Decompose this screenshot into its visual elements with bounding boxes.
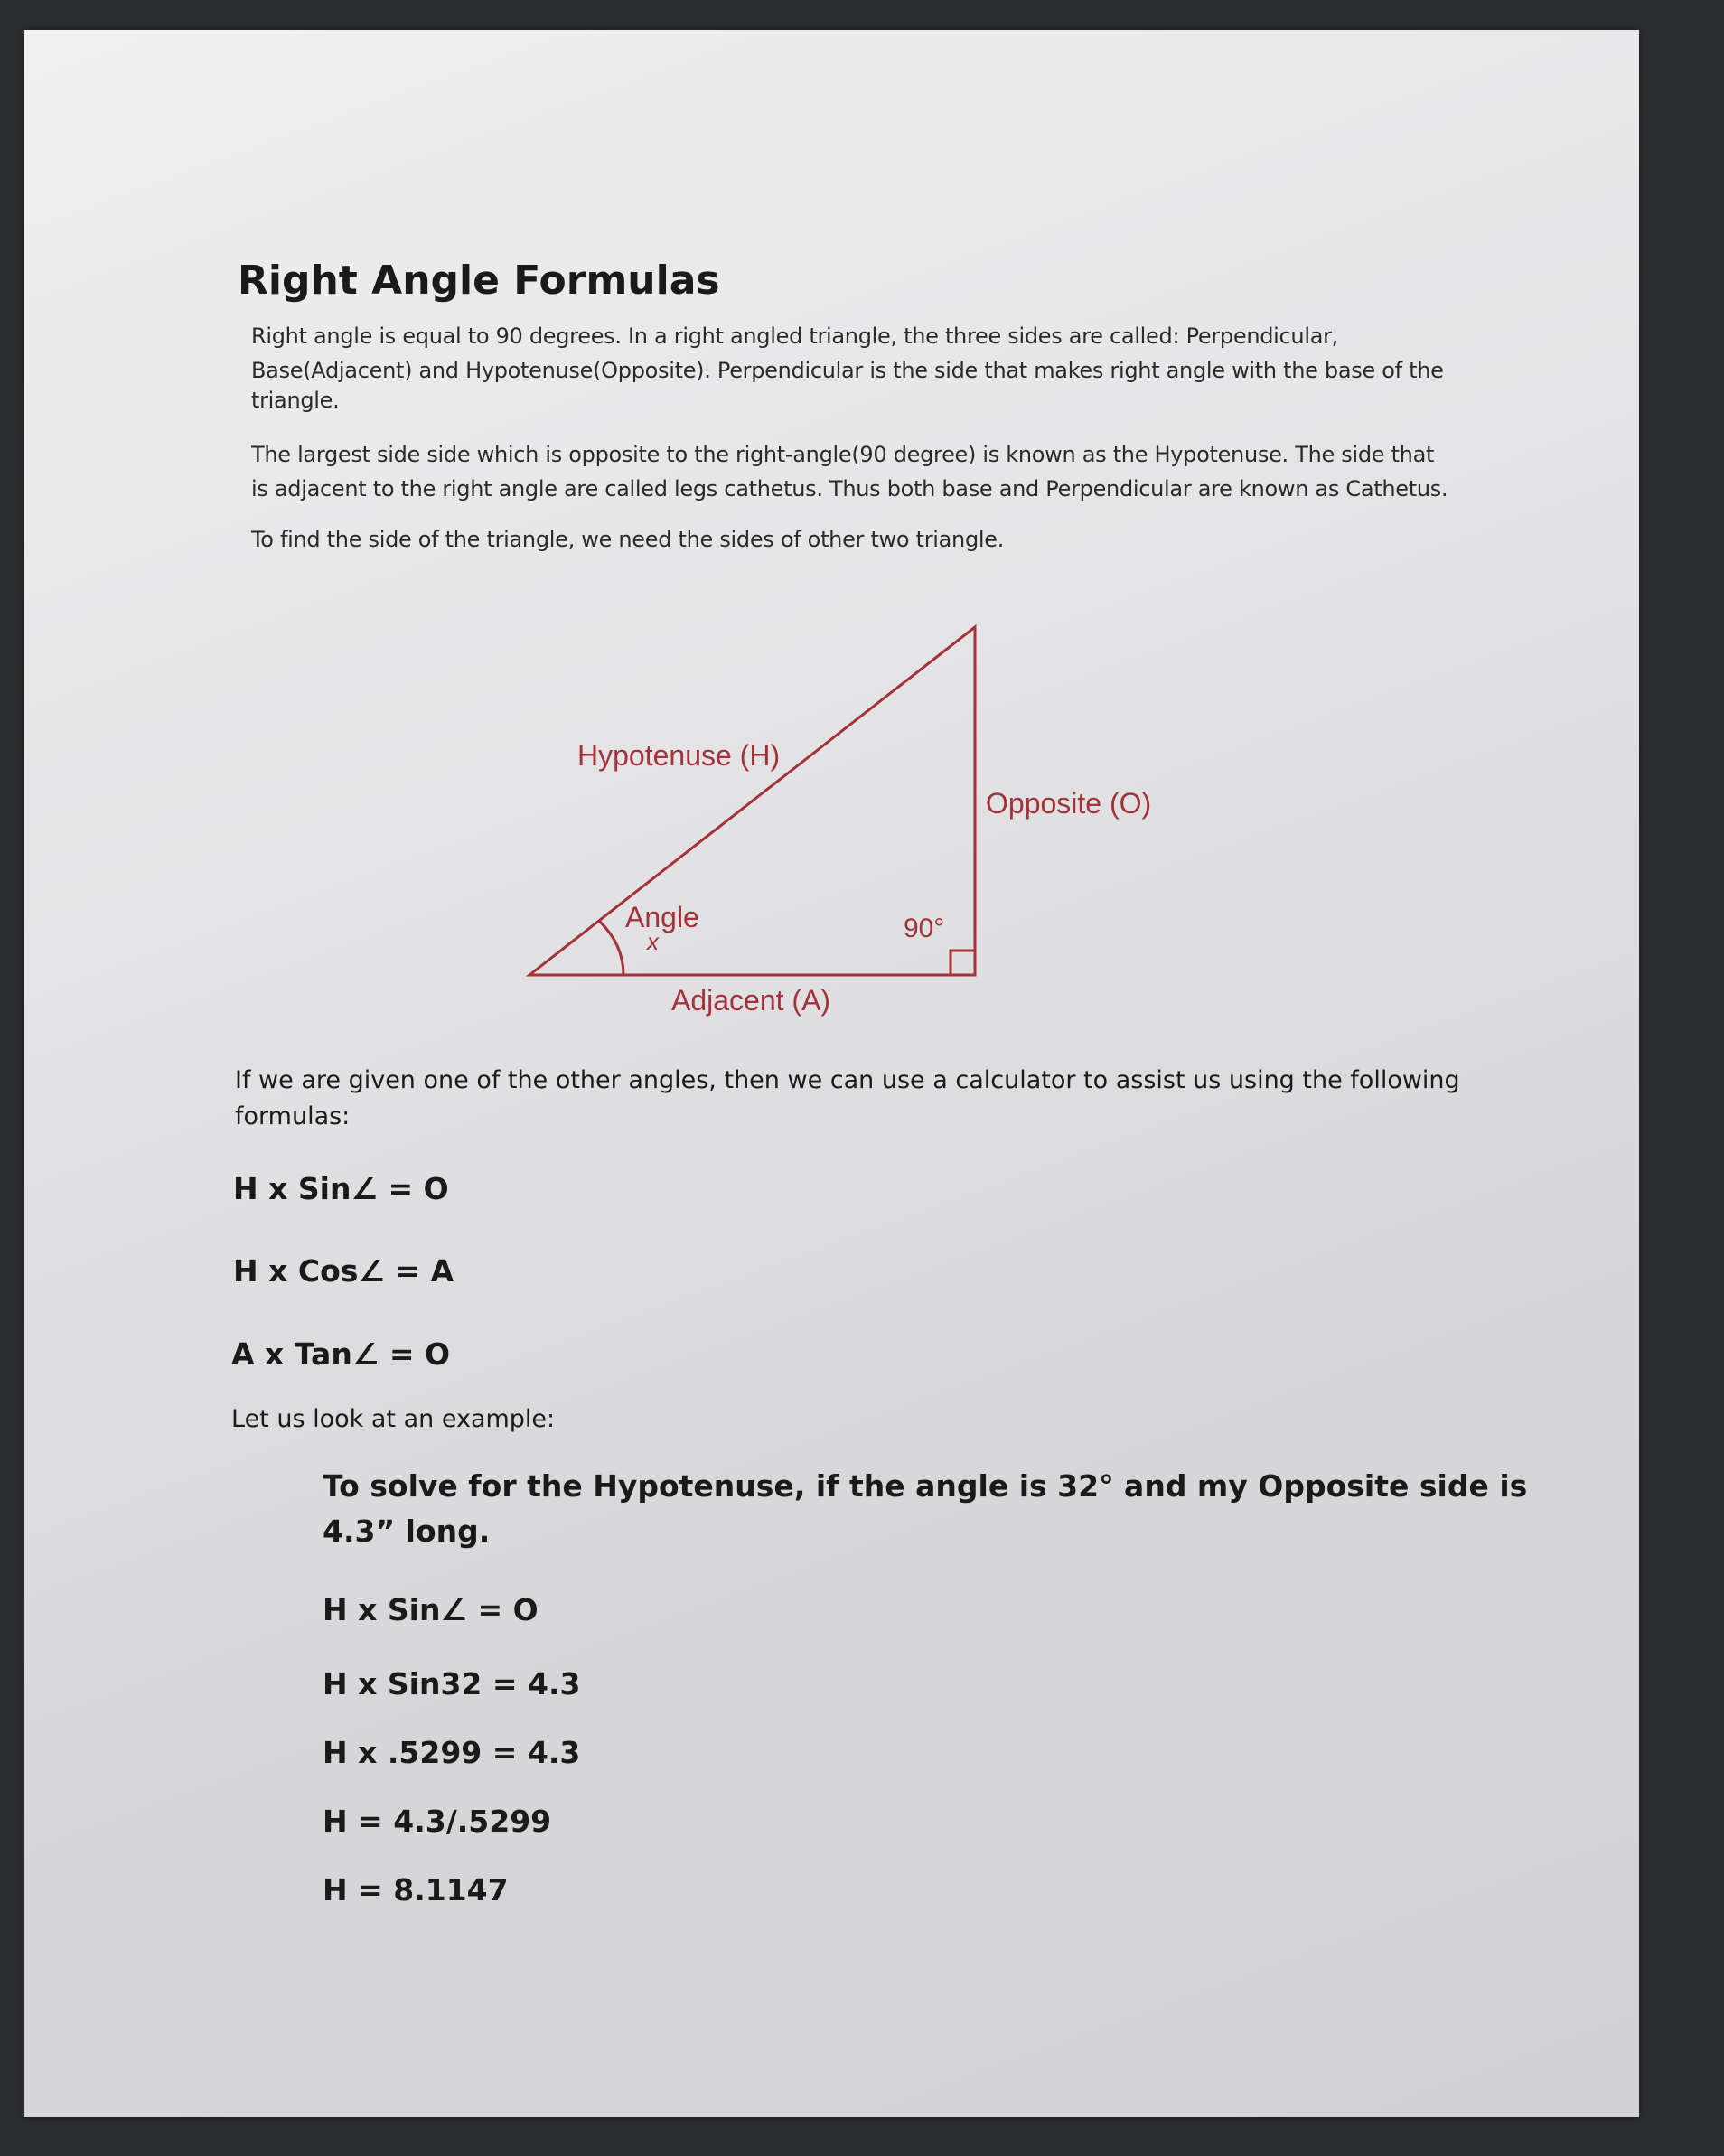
example-step: H x Sin∠ = O: [323, 1592, 539, 1627]
example-problem-line: 4.3” long.: [323, 1514, 491, 1549]
angle-arc: [599, 921, 623, 975]
paragraph-line: Base(Adjacent) and Hypotenuse(Opposite). Perpendicular is the side that makes right angle with the base of the: [251, 358, 1444, 383]
right-angle-label: 90°: [904, 914, 945, 943]
angle-label: Angle: [625, 901, 699, 933]
paragraph-line: is adjacent to the right angle are called legs cathetus. Thus both base and Perpendicular are known as Cathetus.: [251, 476, 1448, 502]
example-step: H x Sin32 = 4.3: [323, 1666, 581, 1701]
formula-sin: H x Sin∠ = O: [233, 1171, 449, 1206]
right-angle-marker: [951, 951, 975, 975]
paragraph-line: The largest side side which is opposite to the right-angle(90 degree) is known as the Hypotenuse. The side that: [251, 442, 1435, 467]
paragraph-line: triangle.: [251, 388, 340, 413]
example-step: H = 4.3/.5299: [323, 1804, 552, 1839]
example-step-result: H = 8.1147: [323, 1872, 509, 1908]
opposite-label: Opposite (O): [986, 787, 1152, 820]
intro-line: If we are given one of the other angles, then we can use a calculator to assist us using the following: [235, 1066, 1460, 1094]
hypotenuse-label: Hypotenuse (H): [577, 739, 781, 772]
example-step: H x .5299 = 4.3: [323, 1735, 581, 1770]
example-problem-line: To solve for the Hypotenuse, if the angle is 32° and my Opposite side is: [323, 1468, 1528, 1504]
paragraph-line: To find the side of the triangle, we need the sides of other two triangle.: [251, 527, 1005, 552]
angle-variable-label: x: [647, 928, 659, 955]
page-title: Right Angle Formulas: [238, 258, 720, 304]
paragraph-line: Right angle is equal to 90 degrees. In a right angled triangle, the three sides are called: Perpendicular,: [251, 323, 1339, 349]
formula-tan: A x Tan∠ = O: [231, 1336, 451, 1372]
example-intro: Let us look at an example:: [231, 1405, 556, 1433]
formula-cos: H x Cos∠ = A: [233, 1253, 454, 1289]
intro-line: formulas:: [235, 1102, 351, 1130]
adjacent-label: Adjacent (A): [671, 984, 831, 1017]
